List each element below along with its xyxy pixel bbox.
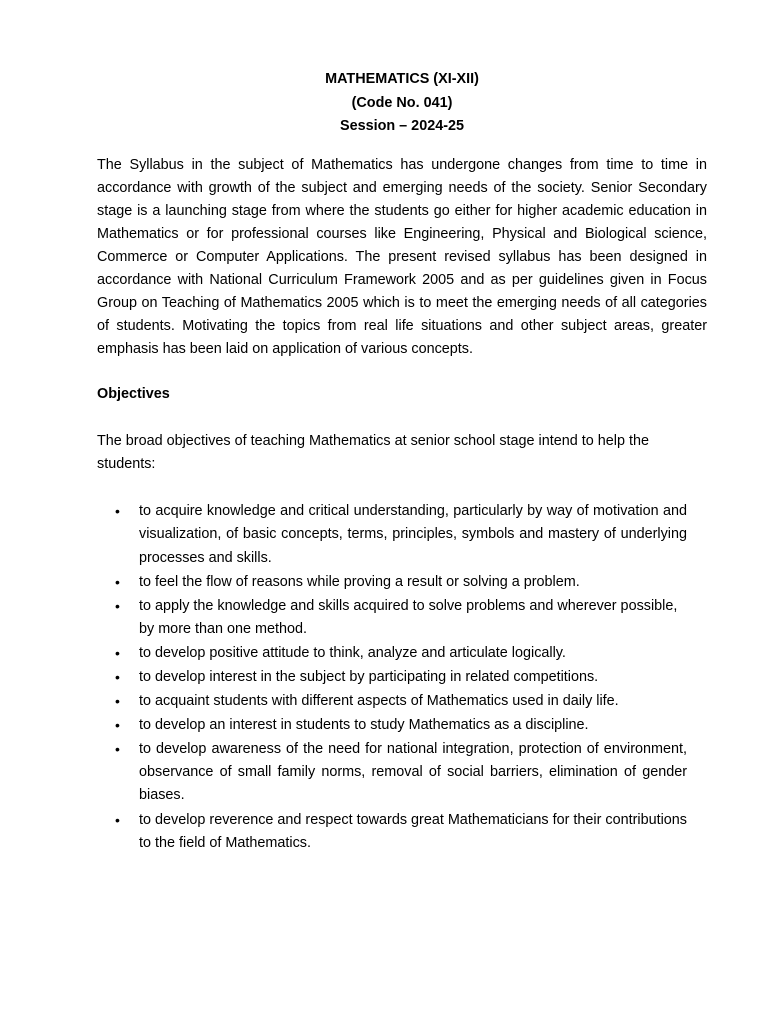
objective-text: to develop positive attitude to think, analyze and articulate logically. — [139, 644, 566, 661]
bullet-icon: • — [115, 693, 120, 710]
session-label: Session – 2024-25 — [340, 118, 464, 134]
objective-item — [97, 690, 687, 713]
bullet-icon: • — [115, 741, 120, 758]
objectives-list — [97, 500, 707, 854]
bullet-icon: • — [115, 503, 120, 520]
objective-item — [97, 571, 687, 594]
document-heading — [97, 68, 707, 139]
bullet-icon: • — [115, 717, 120, 734]
objective-item — [97, 595, 687, 641]
objective-text: to feel the flow of reasons while proving a result or solving a problem. — [139, 573, 580, 590]
objective-item — [97, 809, 687, 855]
document-title: MATHEMATICS (XI-XII) — [325, 71, 479, 87]
bullet-icon: • — [115, 811, 120, 828]
objective-item — [97, 500, 687, 569]
objective-item — [97, 738, 687, 807]
bullet-icon: • — [115, 669, 120, 685]
objective-text: to develop interest in the subject by participating in related competitions. — [139, 669, 599, 685]
intro-paragraph: The Syllabus in the subject of Mathematics has undergone changes from time to time in accordance with growth of the subject and emerging needs of the society. Senior Secondary stage is a launching stage from where the students go either for higher academic education in Mathematics or for professional courses like Engineering, Physical and Biological science, Commerce or Computer Applications. The present revised syllabus has been designed in accordance with National Curriculum Framework 2005 and as per guidelines given in Focus Group on Teaching of Mathematics 2005 which is to meet the emerging needs of all categories of students. Motivating the topics from real life situations and other subject areas, greater emphasis has been laid on application of various concepts. — [97, 156, 707, 358]
objective-text: to acquaint students with different aspects of Mathematics used in daily life. — [139, 693, 619, 710]
objective-text: to develop reverence and respect towards great Mathematicians for their contributions to the field of Mathematics. — [139, 811, 687, 851]
objective-item — [97, 642, 687, 665]
objective-text: to develop an interest in students to study Mathematics as a discipline. — [139, 717, 589, 734]
objectives-lead: The broad objectives of teaching Mathematics at senior school stage intend to help the students: — [97, 433, 649, 473]
objective-item — [97, 666, 687, 689]
course-code: (Code No. 041) — [351, 94, 453, 111]
document-page — [97, 68, 707, 856]
objectives-heading: Objectives — [97, 386, 170, 403]
objective-text: to develop awareness of the need for national integration, protection of environment, observance of small family norms, removal of social barriers, elimination of gender biases. — [139, 741, 687, 804]
bullet-icon: • — [115, 573, 120, 590]
bullet-icon: • — [115, 597, 120, 614]
bullet-icon: • — [115, 644, 120, 661]
objective-item — [97, 714, 687, 737]
objective-text: to acquire knowledge and critical understanding, particularly by way of motivation and visualization, of basic concepts, terms, principles, symbols and mastery of underlying processes and skills. — [139, 503, 687, 566]
objective-text: to apply the knowledge and skills acquired to solve problems and wherever possible, by more than one method. — [139, 597, 678, 637]
